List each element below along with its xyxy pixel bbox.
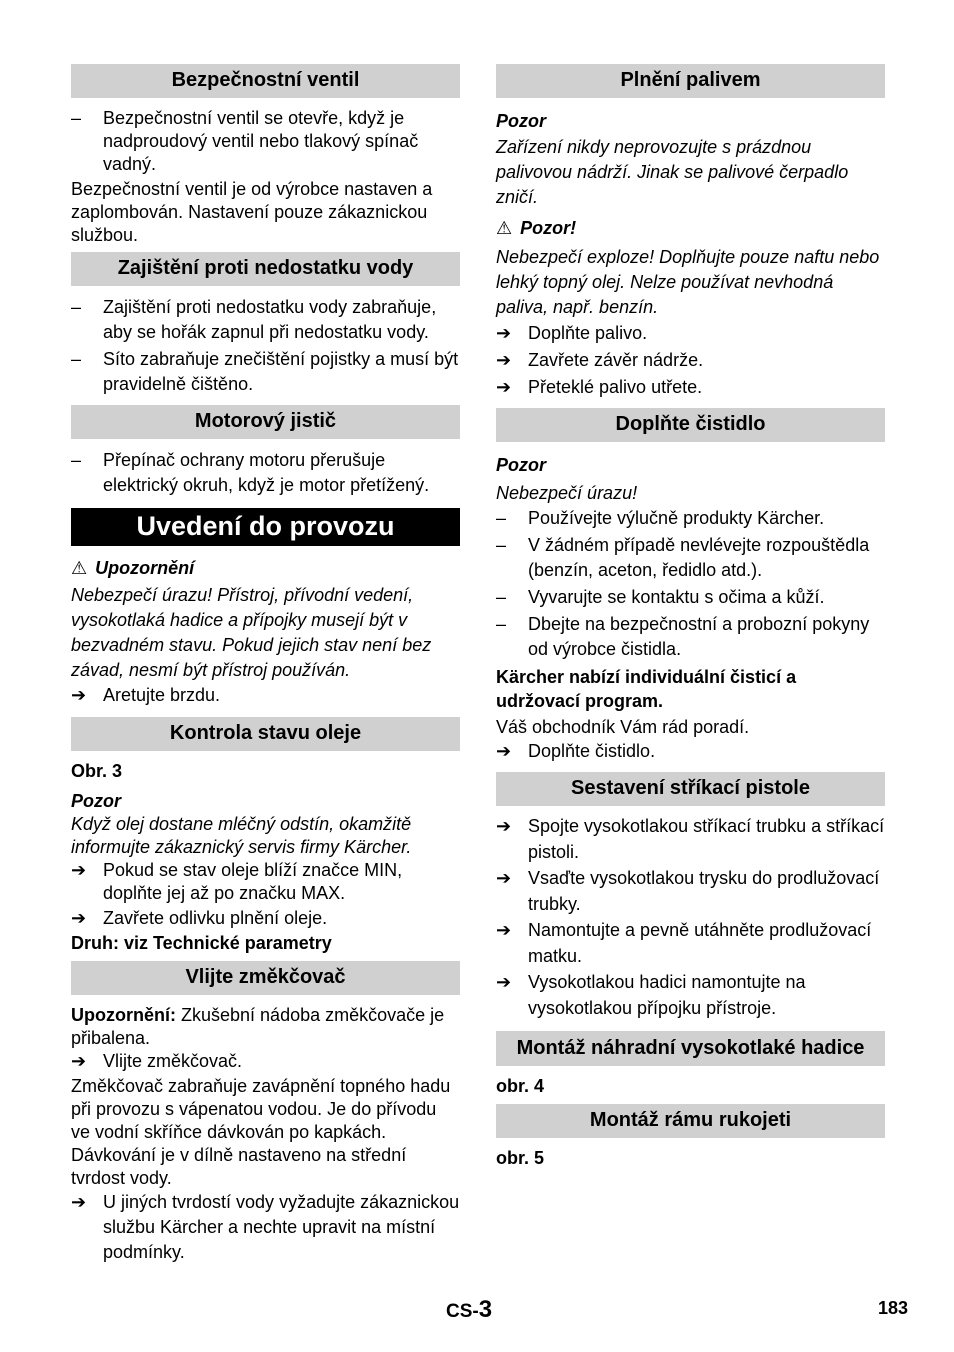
figure-ref: Obr. 3 [71, 761, 123, 781]
caution-text: Zařízení nikdy neprovozujte s prázdnou palivovou nádrží. Jinak se palivové čerpadlo zničí. [496, 137, 849, 207]
heading-spray-gun: Sestavení stříkací pistole [496, 772, 885, 806]
dash-icon: – [71, 349, 82, 369]
step: ➔ Vsaďte vysokotlakou trysku do prodlužovací trubky. [496, 865, 885, 917]
heading-handle-frame: Montáž rámu rukojeti [496, 1104, 885, 1138]
bold-note: Kärcher nabízí individuální čisticí a udržovací program. [496, 667, 797, 711]
step: ➔ Doplňte palivo. [496, 321, 885, 346]
warning-label: ⚠ Upozornění [71, 556, 460, 581]
paragraph: Váš obchodník Vám rád poradí. [496, 717, 750, 737]
figure-ref: obr. 5 [496, 1148, 545, 1168]
step: ➔ Namontujte a pevně utáhněte prodlužovací matku. [496, 917, 885, 969]
heading-softener: Vlijte změkčovač [71, 961, 460, 995]
left-column [71, 64, 460, 1265]
dash-icon: – [496, 535, 507, 555]
dash-icon: – [496, 587, 507, 607]
list-item: – Vyvarujte se kontaktu s očima a kůží. [496, 585, 885, 610]
arrow-right-icon: ➔ [496, 741, 512, 761]
arrow-right-icon: ➔ [71, 685, 87, 705]
step: ➔ Vysokotlakou hadici namontujte na vysokotlakou přípojku přístroje. [496, 969, 885, 1021]
caution-text: Když olej dostane mléčný odstín, okamžitě informujte zákaznický servis firmy Kärcher. [71, 814, 412, 857]
step: ➔ Vlijte změkčovač. [71, 1051, 243, 1071]
step: ➔ Doplňte čistidlo. [496, 741, 656, 761]
step: ➔ Spojte vysokotlakou stříkací trubku a stříkací pistoli. [496, 813, 885, 865]
arrow-right-icon: ➔ [496, 323, 512, 343]
arrow-right-icon: ➔ [496, 377, 512, 397]
list-item: – Přepínač ochrany motoru přerušuje elektrický okruh, když je motor přetížený. [71, 450, 430, 495]
dash-icon: – [71, 108, 82, 128]
list-item: – Síto zabraňuje znečištění pojistky a musí být pravidelně čištěno. [71, 349, 459, 394]
heading-fuel-filling: Plnění palivem [496, 64, 885, 98]
paragraph: Změkčovač zabraňuje zavápnění topného hadu při provozu s vápenatou vodou. Je do přívodu ve vodní skříňce dávkován po kapkách. [71, 1076, 451, 1142]
list-item: – Zajištění proti nedostatku vody zabraňuje, aby se hořák zapnul při nedostatku vody. [71, 297, 437, 342]
page-number: 183 [878, 1298, 909, 1318]
dash-icon: – [71, 297, 82, 317]
oil-type: Druh: viz Technické parametry [71, 933, 332, 953]
caution-text: Nebezpečí úrazu! [496, 483, 638, 503]
figure-ref: obr. 4 [496, 1076, 545, 1096]
step: ➔ U jiných tvrdostí vody vyžadujte zákaznickou službu Kärcher a nechte upravit na místní podmínky. [71, 1192, 460, 1262]
heading-safety-valve: Bezpečnostní ventil [71, 64, 460, 98]
caution-label: Pozor [71, 791, 122, 811]
warning-text: Nebezpečí exploze! Doplňujte pouze naftu nebo lehký topný olej. Nelze používat nevhodná paliva, např. benzín. [496, 247, 880, 317]
list-item: – Bezpečnostní ventil se otevře, když je nadproudový ventil nebo tlakový spínač vadný. [71, 108, 419, 174]
arrow-right-icon: ➔ [496, 972, 512, 992]
heading-hose-mounting: Montáž náhradní vysokotlaké hadice [496, 1031, 885, 1066]
list-item: – Dbejte na bezpečnostní a probozní pokyny od výrobce čistidla. [496, 614, 870, 659]
warning-label: ⚠ Pozor! [496, 216, 885, 241]
warning-triangle-icon: ⚠ [496, 218, 513, 238]
arrow-right-icon: ➔ [71, 1192, 87, 1212]
heading-water-shortage: Zajištění proti nedostatku vody [71, 252, 460, 286]
heading-oil-check: Kontrola stavu oleje [71, 717, 460, 751]
step: ➔ Aretujte brzdu. [71, 683, 460, 708]
warning-text: Nebezpečí úrazu! Přístroj, přívodní vedení, vysokotlaká hadice a přípojky musejí být v bezvadném stavu. Pokud jejich stav není bez závad, nesmí být přístroj používán. [71, 585, 432, 680]
chapter-heading: Uvedení do provozu [71, 508, 460, 546]
dash-icon: – [71, 450, 82, 470]
paragraph: Dávkování je v dílně nastaveno na střední tvrdost vody. [71, 1145, 407, 1188]
paragraph: Bezpečnostní ventil je od výrobce nastaven a zaplombován. Nastavení pouze zákaznickou službou. [71, 179, 433, 245]
heading-motor-breaker: Motorový jistič [71, 405, 460, 439]
softener-note: Upozornění: Zkušební nádoba změkčovače je přibalena. [71, 1005, 445, 1048]
arrow-right-icon: ➔ [496, 920, 512, 940]
arrow-right-icon: ➔ [496, 868, 512, 888]
arrow-right-icon: ➔ [71, 1051, 87, 1071]
step: ➔ Přeteklé palivo utřete. [496, 375, 885, 400]
arrow-right-icon: ➔ [496, 816, 512, 836]
dash-icon: – [496, 614, 507, 634]
step: ➔ Zavřete odlivku plnění oleje. [71, 908, 328, 928]
step: ➔ Zavřete závěr nádrže. [496, 348, 885, 373]
caution-label: Pozor [496, 455, 547, 475]
list-item: – V žádném případě nevlévejte rozpouštědla (benzín, aceton, ředidlo atd.). [496, 535, 870, 580]
arrow-right-icon: ➔ [496, 350, 512, 370]
caution-label: Pozor [496, 111, 547, 131]
arrow-right-icon: ➔ [71, 908, 87, 928]
step: ➔ Pokud se stav oleje blíží značce MIN, doplňte jej až po značku MAX. [71, 860, 403, 903]
footer-section-label: CS-3 [446, 1296, 493, 1323]
list-item: – Používejte výlučně produkty Kärcher. [496, 506, 885, 531]
warning-triangle-icon: ⚠ [71, 558, 88, 578]
arrow-right-icon: ➔ [71, 860, 87, 880]
dash-icon: – [496, 508, 507, 528]
right-column [496, 64, 885, 1170]
heading-detergent: Doplňte čistidlo [496, 408, 885, 442]
